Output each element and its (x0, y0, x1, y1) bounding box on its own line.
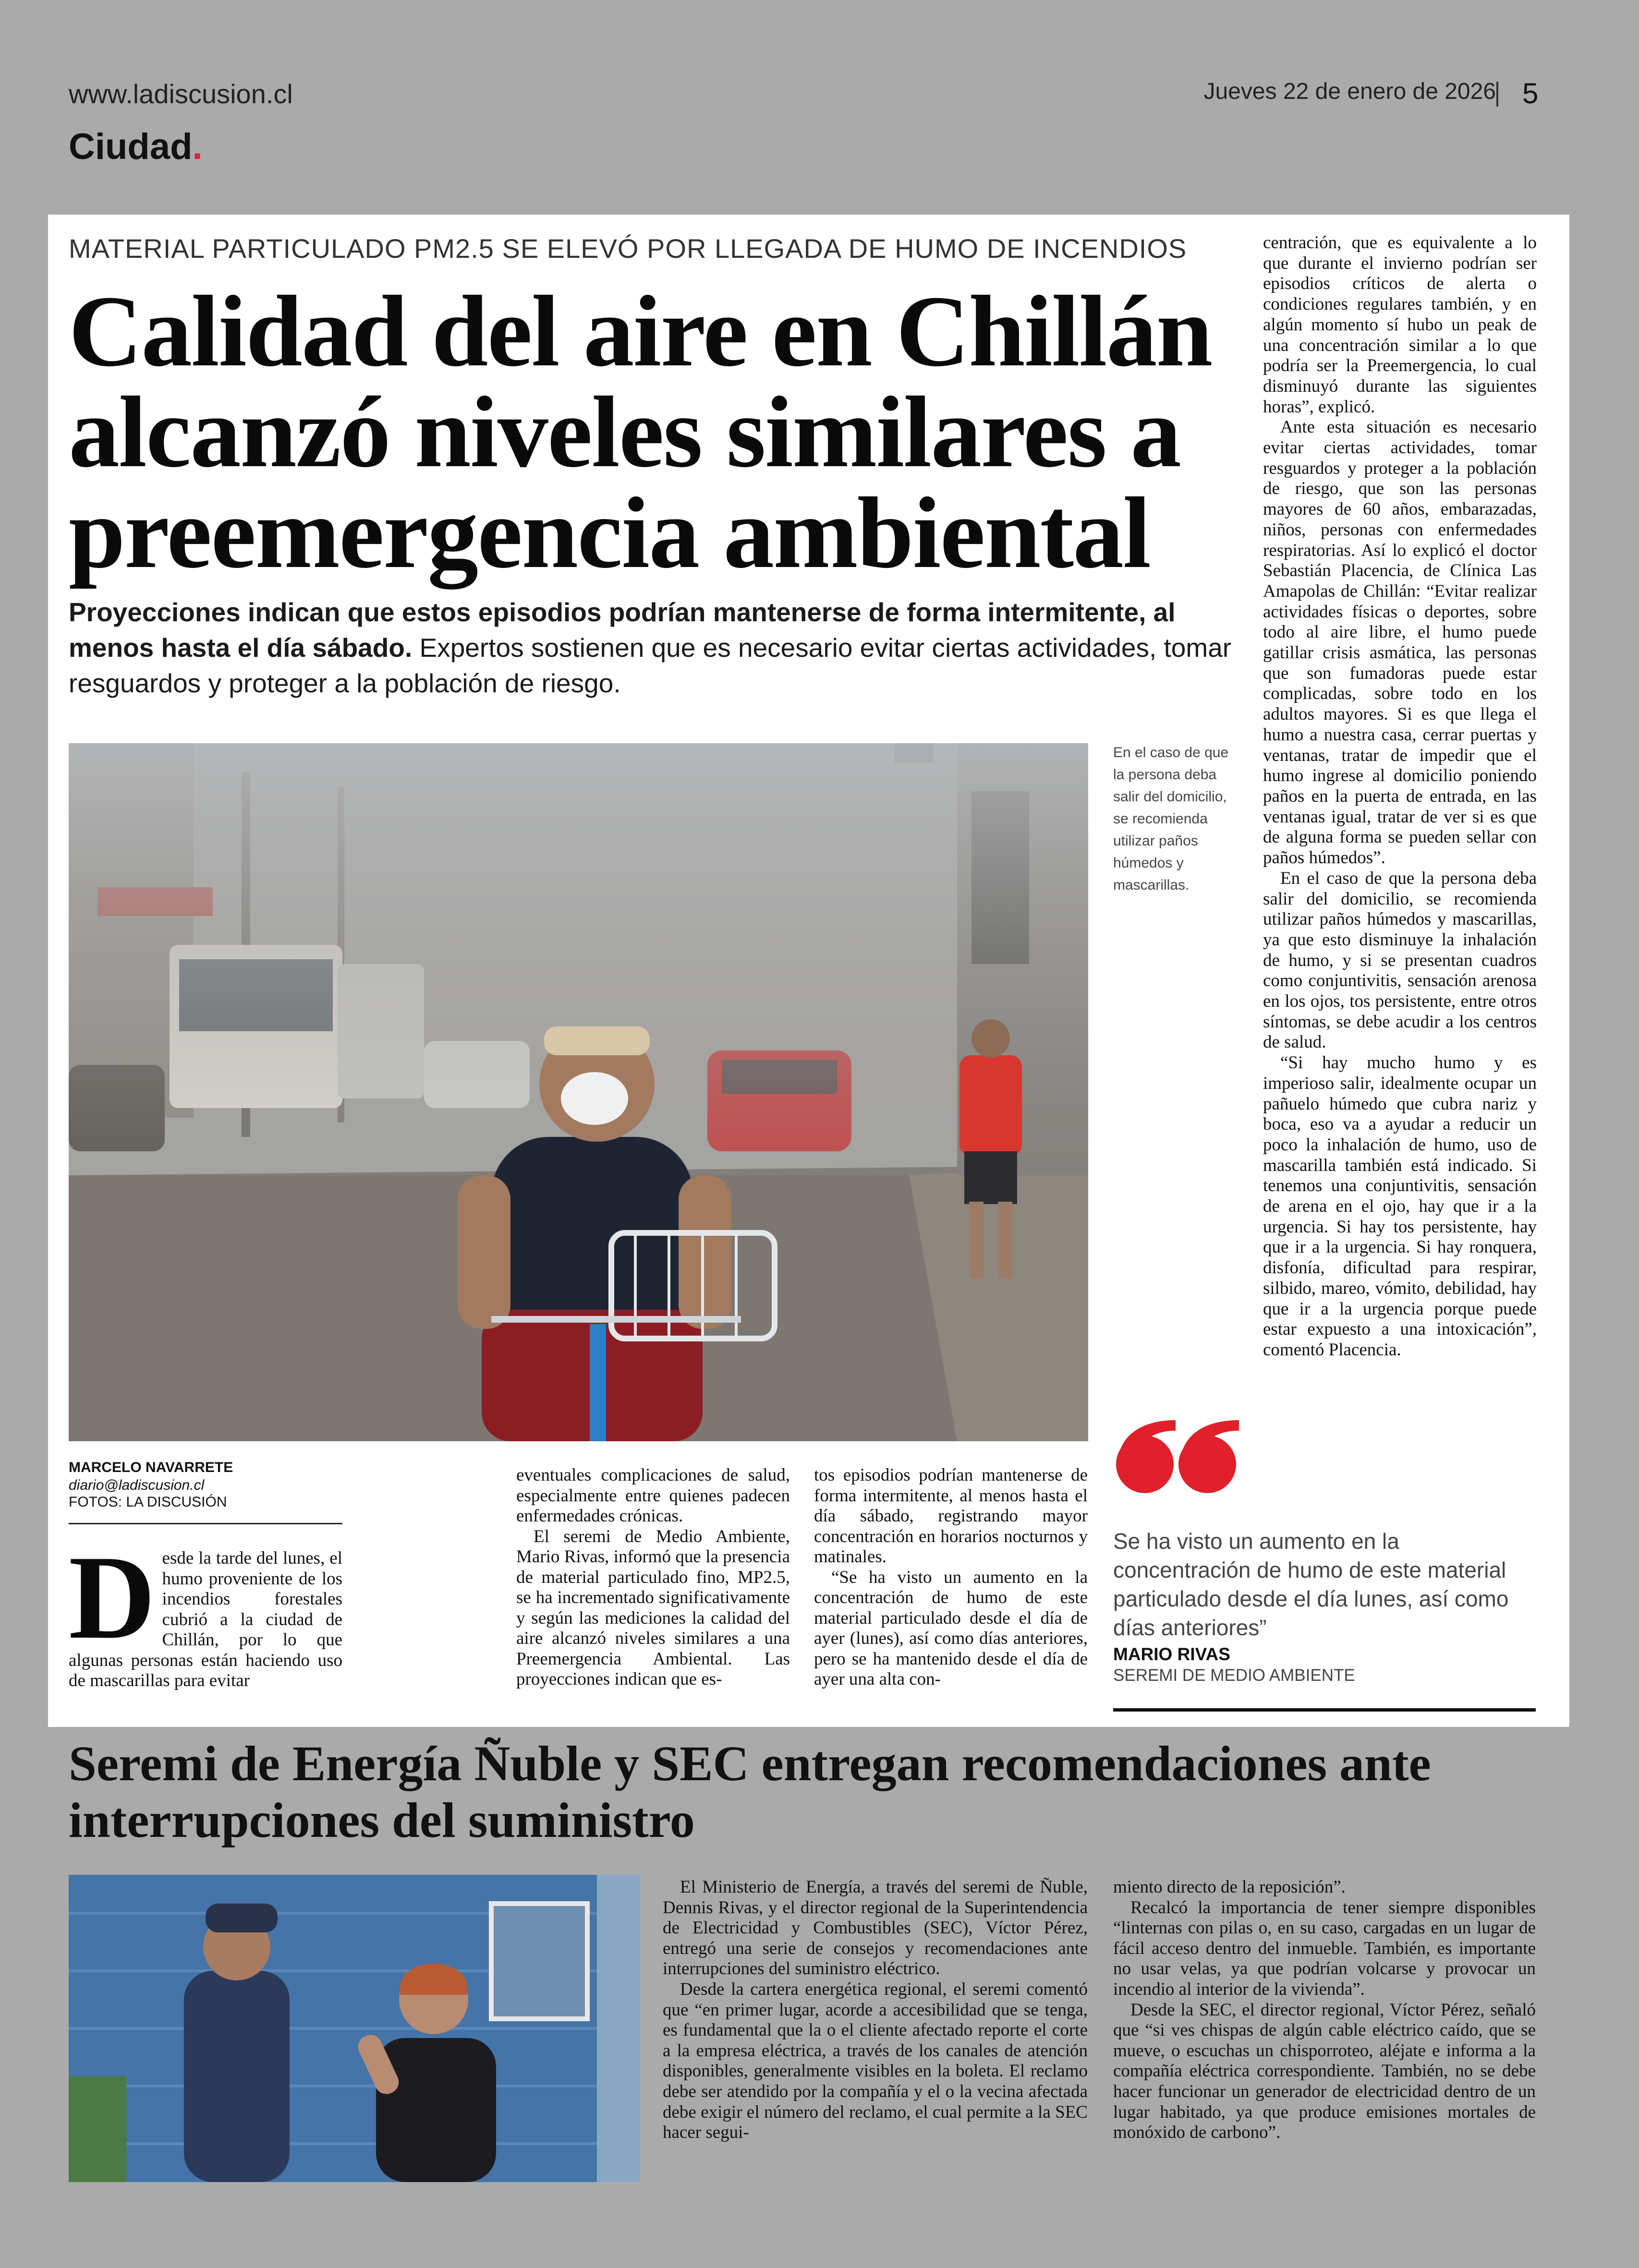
byline-divider (69, 1523, 342, 1524)
article-kicker: MATERIAL PARTICULADO PM2.5 SE ELEVÓ POR LLEGADA DE HUMO DE INCENDIOS (69, 233, 1187, 264)
site-url[interactable]: www.ladiscusion.cl (69, 79, 293, 109)
deck-lead: Proyecciones indican que estos episodios podrían mantenerse de forma intermitente, al menos hasta el día sábado. (69, 597, 1176, 663)
article2-column-2 (1113, 1877, 1536, 2143)
byline-photo-credit: FOTOS: LA DISCUSIÓN (69, 1494, 227, 1510)
photo-caption: En el caso de que la persona deba salir del domicilio, se recomienda utilizar paños húmedos y mascarillas. (1113, 745, 1229, 893)
quote-marks-svg (1113, 1416, 1243, 1493)
body-paragraph: Desde la SEC, el director regional, Víctor Pérez, señaló que “si ves chispas de algún cable eléctrico caído, que se mueve, o escuchas un chisporroteo, aléjate e informa a la compañía eléctrica correspondiente. También, no se debe hacer funcionar un generador de electricidad dentro de un lugar habitado, ya que produce emisiones mortales de monóxido de carbono”. (1113, 2000, 1536, 2143)
byline-name: MARCELO NAVARRETE (69, 1460, 233, 1475)
body-paragraph: El Ministerio de Energía, a través del seremi de Ñuble, Dennis Rivas, y el director regional de la Superintendencia de Electricidad y Combustibles (SEC), Víctor Pérez, entregó una serie de consejos y recomendaciones ante interrupciones del suministro eléctrico. (663, 1877, 1088, 1979)
section-divider (1113, 1708, 1536, 1712)
body-paragraph: Desde la cartera energética regional, el seremi comentó que “en primer lugar, acorde a accesibilidad que se tenga, es fundamental que la o el cliente afectado reporte el corte a la empresa eléctrica, a través de los canales de atención disponibles, generalmente visibles en la boleta. El reclamo debe ser atendido por la compañía y el o la vecina afectada debe exigir el número del reclamo, el cual permite a la SEC hacer segui- (663, 1979, 1088, 2143)
pull-quote: Se ha visto un aumento en la concentración de humo de este material particulado desde el día lunes, así como días anteriores” (1113, 1529, 1509, 1640)
quote-author: MARIO RIVAS (1113, 1644, 1230, 1664)
body-column-1 (69, 1531, 342, 1691)
right-paragraph: En el caso de que la persona deba salir del domicilio, se recomienda utilizar paños húmedos y mascarillas, ya que esto disminuye la inhalación de humo, y si se presentan cuadros como conjuntivitis, sensación arenosa en los ojos, tos persistente, entre otros síntomas, se debe acudir a los centros de salud. (1263, 868, 1537, 1052)
article-deck (69, 594, 1240, 701)
body-paragraph: “Se ha visto un aumento en la concentración de humo de este material particulado desde el día de ayer (lunes), así como días anteriores, pero se ha mantenido desde el día de ayer una alta con- (814, 1567, 1088, 1689)
main-photo (69, 743, 1088, 1441)
section-dot: . (192, 126, 203, 167)
article2-photo (69, 1875, 640, 2182)
article-headline: Calidad del aire en Chillán alcanzó niveles similares a preemergencia ambiental (69, 275, 1212, 589)
byline-email[interactable]: diario@ladiscusion.cl (69, 1477, 205, 1493)
right-paragraph: centración, que es equivalente a lo que durante el invierno podrían ser episodios críticos de alerta o condiciones regulares también, y en algún momento sí hubo un peak de una concentración similar a lo que podría ser la Preemergencia, lo cual disminuyó durante las siguientes horas”, explicó. (1263, 233, 1537, 417)
section-label (69, 126, 203, 168)
right-column-text (1263, 233, 1537, 1371)
body-paragraph: El seremi de Medio Ambiente, Mario Rivas, informó que la presencia de material particulado fino, MP2.5, se ha incrementado significativamente y según las mediciones la calidad del aire alcanzó niveles similares a una Preemergencia Ambiental. Las proyecciones indican que es- (516, 1526, 790, 1689)
page-number: 5 (1522, 77, 1539, 109)
right-paragraph: “Si hay mucho humo y es imperioso salir, idealmente ocupar un pañuelo húmedo que cubra nariz y boca, eso va a ayudar a reducir un poco la inhalación de humo, uso de mascarilla también está indicado. Si tenemos una conjuntivitis, sensación de arena en el ojo, hay que ir a la urgencia. Si hay tos persistente, hay que ir a la urgencia. Si hay ronquera, disfonía, dificultad para respirar, silbido, mareo, vómito, debilidad, hay que ir a la urgencia porque puede estar expuesto a una intoxicación”, comentó Placencia. (1263, 1053, 1537, 1360)
body-column-3 (814, 1465, 1088, 1690)
article2-column-1 (663, 1877, 1088, 2143)
right-paragraph: Ante esta situación es necesario evitar ciertas actividades, tomar resguardos y proteger a la población de riesgo, que son las personas mayores de 60 años, embarazadas, niños, personas con enfermedades respiratorias. Así lo explicó el doctor Sebastián Placencia, de Clínica Las Amapolas de Chillán: “Evitar realizar actividades físicas o deportes, sobre todo al aire libre, el humo puede gatillar crisis asmática, las personas que son fumadoras puede estar complicadas, sobre todo en los adultos mayores. Si es que llega el humo a nuestra casa, cerrar puertas y ventanas, tratar de impedir que el humo ingrese al domicilio poniendo paños en la puerta de entrada, en las ventanas igual, tratar de ver si es que de alguna forma se pueden sellar con paños húmedos”. (1263, 417, 1537, 868)
deck-rest: Expertos sostienen que es necesario evitar ciertas actividades, tomar resguardos y proteger a la población de riesgo. (69, 633, 1232, 698)
section-name: Ciudad (69, 126, 193, 167)
quote-marks-icon (1113, 1416, 1243, 1496)
header-divider (1496, 82, 1498, 107)
body-paragraph: tos episodios podrían mantenerse de forma intermitente, al menos hasta el día sábado, registrando mayor concentración en horarios nocturnos y matinales. (814, 1465, 1088, 1567)
body-column-2 (516, 1465, 790, 1690)
body-paragraph: Recalcó la importancia de tener siempre disponibles “linternas con pilas o, en su caso, cargadas en un lugar de fácil acceso dentro del inmueble. También, es importante no usar velas, ya que podrían volcarse y provocar un incendio al interior de la vivienda”. (1113, 1897, 1536, 1999)
body-paragraph: eventuales complicaciones de salud, especialmente entre quienes padecen enfermedades crónicas. (516, 1465, 790, 1526)
drop-cap: D (69, 1531, 156, 1664)
article2-headline: Seremi de Energía Ñuble y SEC entregan recomendaciones ante interrupciones del suministro (69, 1736, 1431, 1848)
issue-date: Jueves 22 de enero de 2026 (1203, 79, 1496, 104)
quote-role: SEREMI DE MEDIO AMBIENTE (1113, 1666, 1355, 1685)
body-paragraph: esde la tarde del lunes, el humo proveniente de los incendios forestales cubrió a la ciudad de Chillán, por lo que algunas personas están haciendo uso de mascarillas para evitar (69, 1548, 342, 1690)
body-paragraph: miento directo de la reposición”. (1113, 1877, 1346, 1897)
officials-visit-illustration (69, 1875, 640, 2182)
cyclist-smoke-illustration (69, 743, 1088, 1441)
